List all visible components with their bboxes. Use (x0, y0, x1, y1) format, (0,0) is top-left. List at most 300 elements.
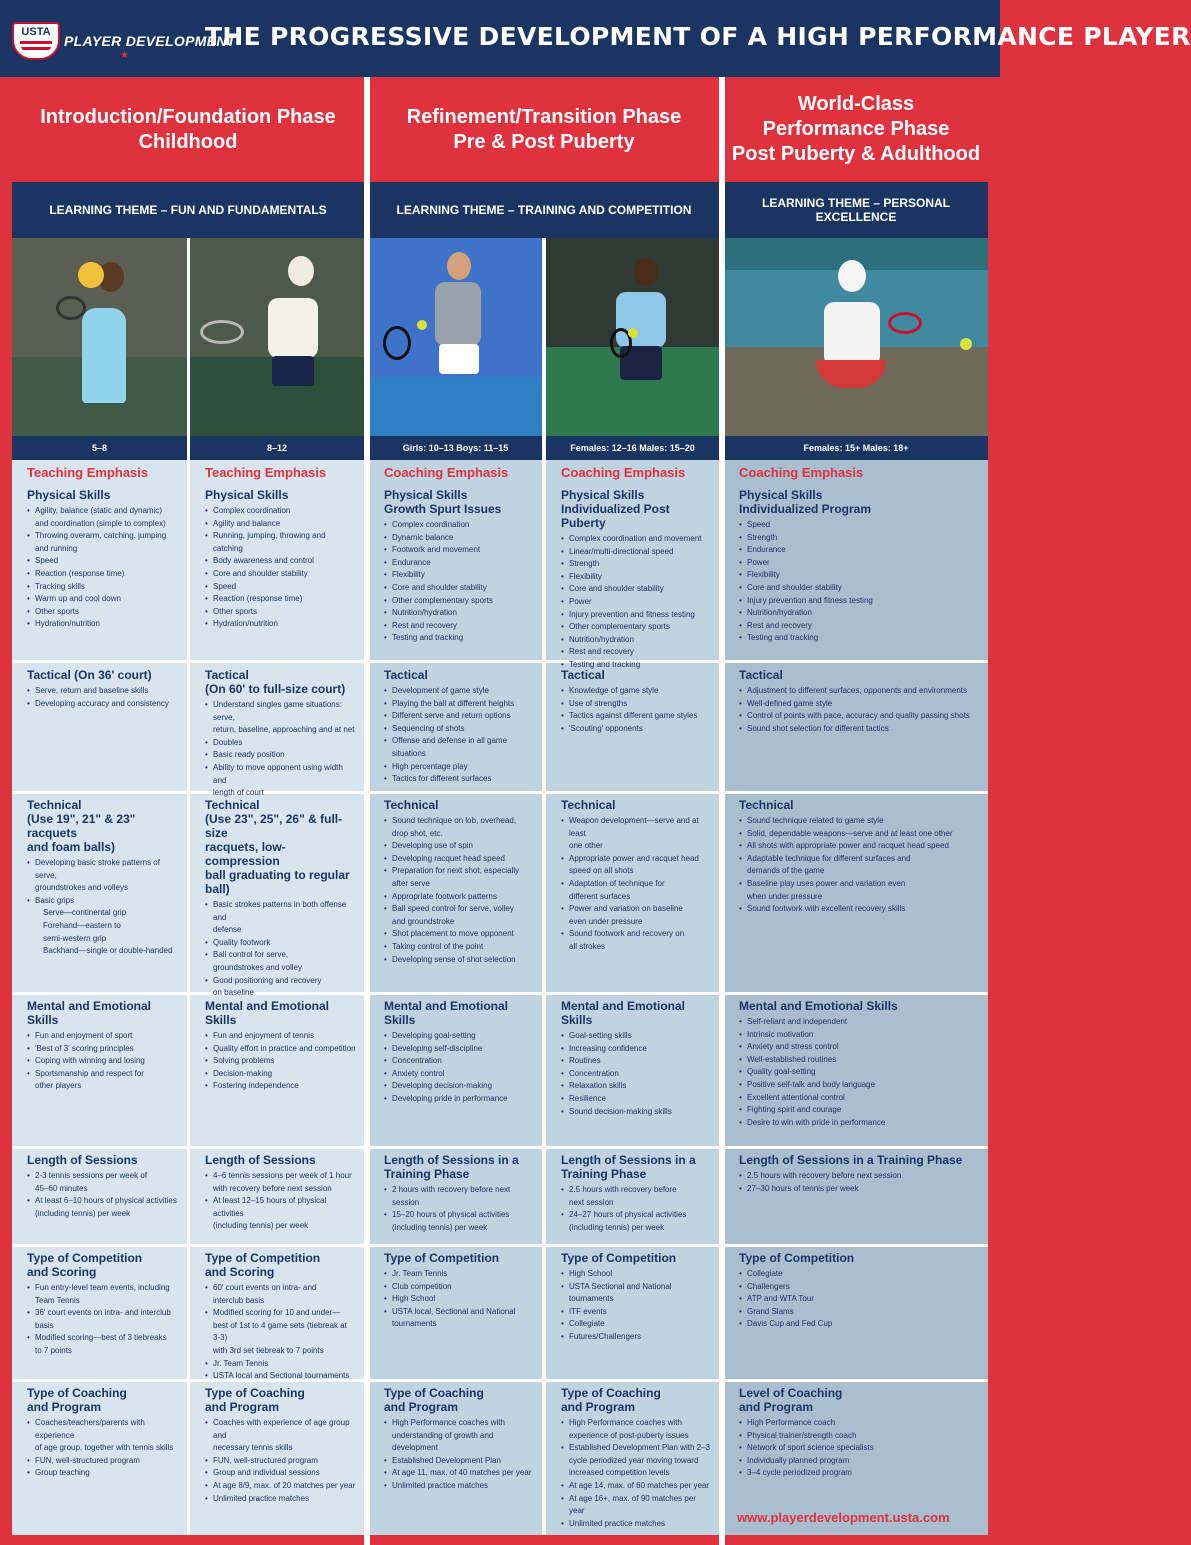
section-divider (369, 660, 542, 663)
list-item: • 24–27 hours of physical activities (including tennis) per week (561, 1209, 711, 1234)
type-of-competition-section (12, 1251, 187, 1358)
list-item: • Established Development Plan with 2–3 cycle periodized year moving toward increased competition levels (561, 1442, 711, 1480)
list-item: • Adaptable technique for different surfaces and demands of the game (739, 853, 980, 878)
section-divider (724, 1379, 988, 1382)
emphasis-heading: Teaching Emphasis (27, 465, 149, 480)
list-item: • Sound shot selection for different tactics (739, 723, 980, 736)
list-item: • Quality effort in practice and competition (205, 1043, 356, 1056)
tactical-heading: Tactical (On 60' to full-size court) (205, 668, 346, 696)
age-range-4: Females: 12–16 Males: 15–20 (546, 436, 719, 460)
list-item: • Speed (27, 555, 179, 568)
list-item: • Coping with winning and losing (27, 1055, 179, 1068)
mental-emotional-skills-heading: Mental and Emotional Skills (205, 999, 330, 1027)
list-item: • Anxiety control (384, 1068, 534, 1081)
section-divider (369, 992, 542, 995)
player-photo-5 (724, 238, 988, 436)
list-item: • Well-defined game style (739, 698, 980, 711)
mental-emotional-skills-heading: Mental and Emotional Skills (27, 999, 152, 1027)
list-item: • Complex coordination (384, 519, 534, 532)
list-item: • 4–6 tennis sessions per week of 1 hour with recovery before next session (205, 1170, 356, 1195)
emphasis-block (190, 460, 364, 489)
list-item: • Other sports (27, 606, 179, 619)
list-item: • Challengers (739, 1281, 980, 1294)
list-item: • Network of sport science specialists (739, 1442, 980, 1455)
list-item: • 'Scouting' opponents (561, 723, 711, 736)
list-item: • 3–4 cycle periodized program (739, 1467, 980, 1480)
type-of-coaching-list (205, 1417, 356, 1505)
list-item: • Adjustment to different surfaces, opponents and environments (739, 685, 980, 698)
usta-logo[interactable] (12, 22, 236, 62)
list-item: • Body awareness and control (205, 555, 356, 568)
mental-emotional-skills-section (546, 999, 719, 1118)
phase-title-foundation: Introduction/Foundation Phase Childhood (40, 105, 336, 153)
list-item: • Testing and tracking (561, 659, 711, 672)
length-of-sessions-list (27, 1170, 179, 1220)
list-item: • Developing basic stroke patterns of serve, groundstrokes and volleys (27, 857, 179, 895)
list-item: • Power (561, 596, 711, 609)
age-range-5: Females: 15+ Males: 18+ (724, 436, 988, 460)
section-divider (12, 660, 187, 663)
physical-skills-section (724, 488, 988, 645)
learning-theme-world-class: LEARNING THEME – PERSONAL EXCELLENCE (724, 182, 988, 238)
length-of-sessions-heading: Length of Sessions (205, 1153, 316, 1167)
type-of-competition-section (190, 1251, 364, 1383)
list-item: • Strength (739, 532, 980, 545)
physical-skills-heading: Physical Skills (205, 488, 289, 502)
type-of-competition-list (205, 1282, 356, 1383)
list-item: • Weapon development—serve and at least one other (561, 815, 711, 853)
tactical-heading: Tactical (561, 668, 605, 682)
list-item: • Doubles (205, 737, 356, 750)
mental-emotional-skills-section (190, 999, 364, 1093)
technical-section (369, 798, 542, 966)
tactical-list (739, 685, 980, 735)
section-divider (12, 992, 187, 995)
list-item: • At least 12–15 hours of physical activities (including tennis) per week (205, 1195, 356, 1233)
list-item: • Agility and balance (205, 518, 356, 531)
type-of-competition-section (546, 1251, 719, 1344)
type-of-competition-heading: Type of Competition and Scoring (205, 1251, 321, 1279)
emphasis-block (546, 460, 719, 489)
list-item: • Club competition (384, 1281, 534, 1294)
list-item: • Reaction (response time) (27, 568, 179, 581)
length-of-sessions-section (12, 1153, 187, 1220)
learning-theme-refinement: LEARNING THEME – TRAINING AND COMPETITION (369, 182, 719, 238)
section-divider (369, 1244, 542, 1247)
list-item: • Tactics for different surfaces (384, 773, 534, 786)
list-item: • Taking control of the point (384, 941, 534, 954)
list-item: • All shots with appropriate power and racquet head speed (739, 840, 980, 853)
list-item: • Other complementary sports (561, 621, 711, 634)
section-divider (369, 1146, 542, 1149)
list-item: • Sportsmanship and respect for other players (27, 1068, 179, 1093)
technical-list (739, 815, 980, 916)
list-item: • Baseline play uses power and variation even when under pressure (739, 878, 980, 903)
list-item: • 2-3 tennis sessions per week of 45–60 minutes (27, 1170, 179, 1195)
type-of-coaching-list (561, 1417, 711, 1530)
list-item: • Developing pride in performance (384, 1093, 534, 1106)
type-of-competition-section (724, 1251, 988, 1331)
list-item: • Collegiate (739, 1268, 980, 1281)
list-item: • Appropriate footwork patterns (384, 891, 534, 904)
list-item: • Complex coordination and movement (561, 533, 711, 546)
list-item: • Linear/multi-directional speed (561, 546, 711, 559)
section-divider (546, 1244, 719, 1247)
list-item: • Sound footwork with excellent recovery skills (739, 903, 980, 916)
list-item: • Understand singles game situations: serve, return, baseline, approaching and at net (205, 699, 356, 737)
list-item: • Coaches/teachers/parents with experience of age group, together with tennis skills (27, 1417, 179, 1455)
list-item: • Group and individual sessions (205, 1467, 356, 1480)
type-of-competition-heading: Type of Competition and Scoring (27, 1251, 143, 1279)
list-item: • Other complementary sports (384, 595, 534, 608)
header-bar (0, 0, 1191, 77)
list-item: • Knowledge of game style (561, 685, 711, 698)
list-item: • Testing and tracking (384, 632, 534, 645)
list-item: • High Performance coaches with experience of post-puberty issues (561, 1417, 711, 1442)
section-divider (369, 1379, 542, 1382)
length-of-sessions-heading: Length of Sessions in a Training Phase (384, 1153, 519, 1181)
page-title: THE PROGRESSIVE DEVELOPMENT OF A HIGH PERFORMANCE PLAYER (205, 22, 1191, 51)
list-item: • Fostering independence (205, 1080, 356, 1093)
list-item: • Unlimited practice matches (561, 1518, 711, 1531)
list-item: • Developing accuracy and consistency (27, 698, 179, 711)
section-divider (190, 1244, 364, 1247)
technical-section (12, 798, 187, 958)
section-divider (546, 1379, 719, 1382)
list-item: • Tracking skills (27, 581, 179, 594)
list-item: • Developing sense of shot selection (384, 954, 534, 967)
list-item: • Good positioning and recovery on baseline (205, 975, 356, 1000)
type-of-competition-list (384, 1268, 534, 1331)
type-of-competition-list (27, 1282, 179, 1358)
emphasis-heading: Teaching Emphasis (205, 465, 327, 480)
list-item: • ITF events (561, 1306, 711, 1319)
age-range-3: Girls: 10–13 Boys: 11–15 (369, 436, 542, 460)
emphasis-block (369, 460, 542, 489)
physical-skills-heading: Physical Skills (27, 488, 111, 502)
mental-emotional-skills-heading: Mental and Emotional Skills (739, 999, 898, 1013)
mental-emotional-skills-section (12, 999, 187, 1093)
list-item: • Jr. Team Tennis (384, 1268, 534, 1281)
type-of-coaching-section (546, 1386, 719, 1530)
emphasis-block (724, 460, 988, 489)
list-item: • Core and shoulder stability (739, 582, 980, 595)
list-item: • FUN, well-structured program (27, 1455, 179, 1468)
list-item: • At age 8/9, max. of 20 matches per year (205, 1480, 356, 1493)
length-of-sessions-list (561, 1184, 711, 1234)
list-item: • Flexibility (739, 569, 980, 582)
list-item: • Grand Slams (739, 1306, 980, 1319)
player-photo-1 (12, 238, 187, 436)
list-item: • Fun and enjoyment of sport (27, 1030, 179, 1043)
phase-title-refinement: Refinement/Transition Phase Pre & Post Puberty (406, 105, 682, 153)
type-of-competition-section (369, 1251, 542, 1331)
list-item: • Fun and enjoyment of tennis (205, 1030, 356, 1043)
list-item: • Speed (205, 581, 356, 594)
tactical-heading: Tactical (739, 668, 783, 682)
list-item: • Serve, return and baseline skills (27, 685, 179, 698)
list-item: • Ball speed control for serve, volley and groundstroke (384, 903, 534, 928)
list-item: • Developing use of spin (384, 840, 534, 853)
list-item: • Dynamic balance (384, 532, 534, 545)
list-item: • Individually planned program (739, 1455, 980, 1468)
type-of-coaching-heading: Level of Coaching and Program (739, 1386, 843, 1414)
list-item: • Speed (739, 519, 980, 532)
list-item: • Routines (561, 1055, 711, 1068)
technical-heading: Technical (Use 23", 25", 26" & full-size racquets, low-compression ball graduating to regular ball) (205, 798, 350, 896)
list-item: • Desire to win with pride in performance (739, 1117, 980, 1130)
list-item: • Control of points with pace, accuracy and quality passing shots (739, 710, 980, 723)
list-item: • Endurance (384, 557, 534, 570)
list-item: • USTA local and Sectional tournaments (205, 1370, 356, 1383)
list-item: • Nutrition/hydration (561, 634, 711, 647)
list-item: • Complex coordination (205, 505, 356, 518)
player-photo-3 (369, 238, 542, 436)
list-item: • Nutrition/hydration (739, 607, 980, 620)
type-of-coaching-heading: Type of Coaching and Program (384, 1386, 484, 1414)
list-item: • Davis Cup and Fed Cup (739, 1318, 980, 1331)
list-item: • Sound technique related to game style (739, 815, 980, 828)
mental-emotional-skills-list (561, 1030, 711, 1118)
list-item: • Unlimited practice matches (384, 1480, 534, 1493)
star-icon: ★ (120, 50, 129, 61)
list-item: • Developing decision-making (384, 1080, 534, 1093)
list-item: • Quality goal-setting (739, 1066, 980, 1079)
list-item: • Goal-setting skills (561, 1030, 711, 1043)
list-item: • FUN, well-structured program (205, 1455, 356, 1468)
section-divider (12, 1379, 187, 1382)
tactical-heading: Tactical (384, 668, 428, 682)
mental-emotional-skills-list (27, 1030, 179, 1093)
list-item: • Hydration/nutrition (205, 618, 356, 631)
learning-theme-foundation: LEARNING THEME – FUN AND FUNDAMENTALS (12, 182, 364, 238)
website-link[interactable]: www.playerdevelopment.usta.com (737, 1510, 950, 1525)
list-item: • Preparation for next shot, especially after serve (384, 865, 534, 890)
phase-title-world-class: World-Class Performance Phase Post Puberty & Adulthood (731, 93, 981, 165)
list-item: • High School (561, 1268, 711, 1281)
technical-section (546, 798, 719, 954)
list-item: • Concentration (384, 1055, 534, 1068)
list-item: • 60' court events on intra- and interclub basis (205, 1282, 356, 1307)
type-of-coaching-list (739, 1417, 980, 1480)
tactical-section (12, 668, 187, 710)
section-divider (190, 660, 364, 663)
tactical-list (27, 685, 179, 710)
list-item: • Solving problems (205, 1055, 356, 1068)
technical-list (384, 815, 534, 966)
type-of-competition-list (561, 1268, 711, 1344)
list-item: • Modified scoring for 10 and under— best of 1st to 4 game sets (tiebreak at 3-3) with 3rd set tiebreak to 7 points (205, 1307, 356, 1357)
list-item: • Sound decision-making skills (561, 1106, 711, 1119)
list-item: • Relaxation skills (561, 1080, 711, 1093)
list-item: • Self-reliant and independent (739, 1016, 980, 1029)
list-item: • Flexibility (384, 569, 534, 582)
list-item: • Resilience (561, 1093, 711, 1106)
section-divider (724, 1146, 988, 1149)
list-item: • High Performance coach (739, 1417, 980, 1430)
phase-divider-1 (364, 77, 370, 1545)
list-item: • Fun entry-level team events, including Team Tennis (27, 1282, 179, 1307)
physical-skills-heading: Physical Skills Individualized Post Puberty (561, 488, 670, 530)
technical-section (724, 798, 988, 916)
list-item: • Modified scoring—best of 3 tiebreaks to 7 points (27, 1332, 179, 1357)
list-item: • Reaction (response time) (205, 593, 356, 606)
mental-emotional-skills-list (384, 1030, 534, 1106)
length-of-sessions-section (724, 1153, 988, 1195)
list-item: • Concentration (561, 1068, 711, 1081)
length-of-sessions-section (369, 1153, 542, 1234)
physical-skills-heading: Physical Skills Individualized Program (739, 488, 872, 516)
list-item: • Basic grips (27, 895, 179, 908)
list-item: • Established Development Plan (384, 1455, 534, 1468)
list-item: • Agility, balance (static and dynamic) and coordination (simple to complex) (27, 505, 179, 530)
list-item: • Developing self-discipline (384, 1043, 534, 1056)
list-item: • Footwork and movement (384, 544, 534, 557)
list-item: • Coaches with experience of age group and necessary tennis skills (205, 1417, 356, 1455)
column-divider-b (542, 238, 546, 1535)
list-item: • Warm up and cool down (27, 593, 179, 606)
list-item: • Futures/Challengers (561, 1331, 711, 1344)
player-photo-4 (546, 238, 719, 436)
list-item: • High percentage play (384, 761, 534, 774)
column-12-20 (546, 460, 719, 1535)
list-item: • Power (739, 557, 980, 570)
list-item: • At age 16+, max. of 90 matches per year (561, 1493, 711, 1518)
type-of-competition-list (739, 1268, 980, 1331)
list-item: • Group teaching (27, 1467, 179, 1480)
logo-label: PLAYER DEVELOPMENT (64, 33, 236, 49)
list-item: • USTA local, Sectional and National tournaments (384, 1306, 534, 1331)
type-of-coaching-list (384, 1417, 534, 1493)
list-item: • Tactics against different game styles (561, 710, 711, 723)
length-of-sessions-list (384, 1184, 534, 1234)
mental-emotional-skills-list (739, 1016, 980, 1129)
list-item: • At age 11, max. of 40 matches per year (384, 1467, 534, 1480)
list-item: • Other sports (205, 606, 356, 619)
type-of-coaching-heading: Type of Coaching and Program (205, 1386, 305, 1414)
list-item: • 2.5 hours with recovery before next session (739, 1170, 980, 1183)
column-5-8 (12, 460, 187, 1535)
length-of-sessions-heading: Length of Sessions in a Training Phase (561, 1153, 696, 1181)
list-item: • Rest and recovery (384, 620, 534, 633)
player-photo-2 (190, 238, 364, 436)
section-divider (546, 791, 719, 794)
list-item: • 27–30 hours of tennis per week (739, 1183, 980, 1196)
list-item: • Anxiety and stress control (739, 1041, 980, 1054)
list-item: • Fighting spirit and courage (739, 1104, 980, 1117)
mental-emotional-skills-list (205, 1030, 356, 1093)
list-item: • High Performance coaches with understanding of growth and development (384, 1417, 534, 1455)
list-item: • Offense and defense in all game situations (384, 735, 534, 760)
type-of-coaching-section (190, 1386, 364, 1505)
list-item: • High School (384, 1293, 534, 1306)
list-item: • Sound technique on lob, overhead, drop shot, etc. (384, 815, 534, 840)
list-item: • Collegiate (561, 1318, 711, 1331)
list-item: • Excellent attentional control (739, 1092, 980, 1105)
tactical-list (384, 685, 534, 786)
type-of-coaching-heading: Type of Coaching and Program (27, 1386, 127, 1414)
physical-skills-list (561, 533, 711, 672)
list-item: • Ball control for serve, groundstrokes and volley (205, 949, 356, 974)
technical-heading: Technical (739, 798, 794, 812)
emphasis-block (12, 460, 187, 489)
physical-skills-list (205, 505, 356, 631)
list-item: • Rest and recovery (739, 620, 980, 633)
tactical-section (190, 668, 364, 800)
length-of-sessions-list (739, 1170, 980, 1195)
list-item: • Nutrition/hydration (384, 607, 534, 620)
list-item: • Core and shoulder stability (384, 582, 534, 595)
list-item: • Flexibility (561, 571, 711, 584)
usta-shield-icon (12, 22, 60, 60)
list-item: • Intrinsic motivation (739, 1029, 980, 1042)
list-item: • Rest and recovery (561, 646, 711, 659)
section-divider (546, 1146, 719, 1149)
list-item: • Core and shoulder stability (205, 568, 356, 581)
emphasis-heading: Coaching Emphasis (561, 465, 686, 480)
grip-item: Backhand—single or double-handed (43, 946, 173, 956)
length-of-sessions-section (546, 1153, 719, 1234)
list-item: • USTA Sectional and National tournaments (561, 1281, 711, 1306)
grip-item: Serve—continental grip (43, 908, 127, 918)
physical-skills-list (739, 519, 980, 645)
length-of-sessions-list (205, 1170, 356, 1233)
column-8-12 (190, 460, 364, 1535)
list-item: • Unlimited practice matches (205, 1493, 356, 1506)
length-of-sessions-heading: Length of Sessions in a Training Phase (739, 1153, 963, 1167)
list-item: • Power and variation on baseline even under pressure (561, 903, 711, 928)
type-of-coaching-section (724, 1386, 988, 1480)
column-15-plus (724, 460, 988, 1535)
tactical-section (724, 668, 988, 735)
list-item: • Adaptation of technique for different surfaces (561, 878, 711, 903)
list-item: • 'Best of 3' scoring principles (27, 1043, 179, 1056)
section-divider (369, 791, 542, 794)
technical-list (205, 899, 356, 1000)
type-of-competition-heading: Type of Competition (384, 1251, 500, 1265)
column-10-15 (369, 460, 542, 1535)
list-item: • Jr. Team Tennis (205, 1358, 356, 1371)
tactical-list (561, 685, 711, 735)
age-range-2: 8–12 (190, 436, 364, 460)
list-item: • Physical trainer/strength coach (739, 1430, 980, 1443)
physical-skills-heading: Physical Skills Growth Spurt Issues (384, 488, 502, 516)
section-divider (12, 1146, 187, 1149)
list-item: • Running, jumping, throwing and catching (205, 530, 356, 555)
list-item: • Playing the ball at different heights (384, 698, 534, 711)
list-item: • Core and shoulder stability (561, 583, 711, 596)
section-divider (724, 660, 988, 663)
type-of-coaching-list (27, 1417, 179, 1480)
physical-skills-section (546, 488, 719, 672)
technical-section (190, 798, 364, 1000)
length-of-sessions-heading: Length of Sessions (27, 1153, 138, 1167)
column-divider-a (187, 238, 190, 1535)
section-divider (724, 1244, 988, 1247)
list-item: • Sound footwork and recovery on all strokes (561, 928, 711, 953)
list-item: • 2.5 hours with recovery before next session (561, 1184, 711, 1209)
physical-skills-list (384, 519, 534, 645)
tactical-list (205, 699, 356, 800)
phase-divider-2 (719, 77, 725, 1545)
list-item: • At age 14, max. of 60 matches per year (561, 1480, 711, 1493)
type-of-competition-heading: Type of Competition (739, 1251, 855, 1265)
technical-heading: Technical (Use 19", 21" & 23" racquets and foam balls) (27, 798, 136, 854)
technical-list (561, 815, 711, 954)
list-item: • 15–20 hours of physical activities (including tennis) per week (384, 1209, 534, 1234)
list-item: • Developing racquet head speed (384, 853, 534, 866)
section-divider (12, 791, 187, 794)
